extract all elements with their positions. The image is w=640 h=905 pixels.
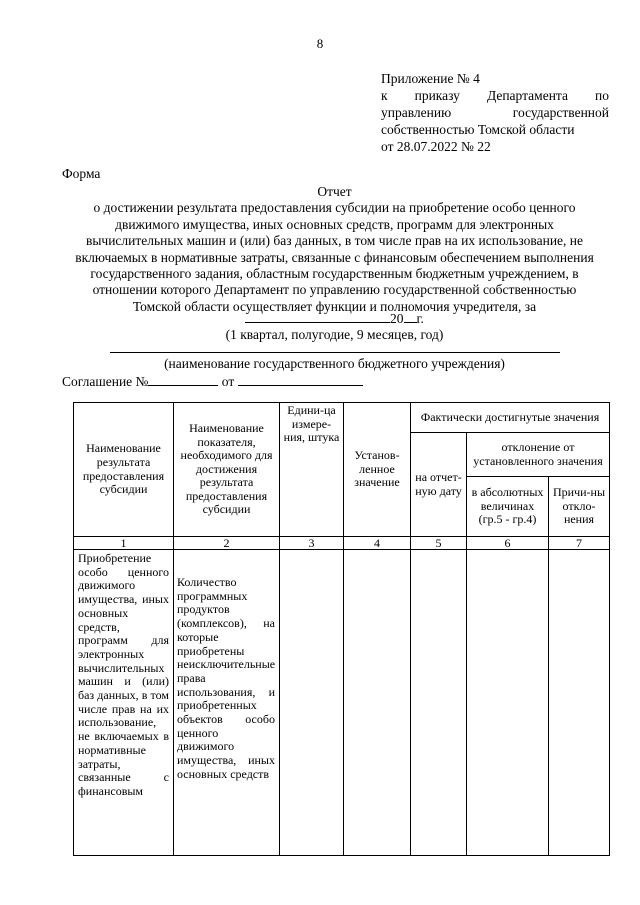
column-number: 5	[411, 537, 467, 550]
period-blank	[245, 310, 390, 323]
agreement-from: от	[221, 374, 235, 389]
table-cell-absolute-deviation	[467, 550, 549, 856]
period-hint: (1 квартал, полугодие, 9 месяцев, год)	[225, 327, 444, 343]
report-title-line: о достижении результата предоставления субсидии на приобретение особо ценного	[93, 200, 576, 216]
report-title-line: государственного задания, областным государственным бюджетным учреждением, в	[90, 266, 579, 282]
table-cell-set-value	[344, 550, 411, 856]
year-blank	[404, 310, 417, 323]
column-number: 7	[549, 537, 610, 550]
column-number: 3	[280, 537, 344, 550]
approval-line: от 28.07.2022 № 22	[381, 139, 491, 154]
agreement-line	[62, 373, 363, 390]
page-number: 8	[316, 36, 324, 51]
approval-line: управлению государственной	[381, 105, 609, 120]
column-number: 1	[74, 537, 174, 550]
approval-line: собственностью Томской области	[381, 122, 575, 137]
agreement-date-blank	[238, 373, 363, 386]
period-block	[62, 310, 607, 344]
institution-hint: (наименование государственного бюджетного учреждения)	[164, 356, 505, 371]
report-title-line: включаемых в нормативные затраты, связанные с финансовым обеспечением выполнения	[75, 249, 594, 265]
indicator-text: Количество программных продуктов (комплексов), на которые приобретены неисключительные права использования, и приобретенных объектов особо ценного движимого имущества, иных основных средств	[177, 575, 276, 781]
header-result-name: Наименование результата предоставления субсидии	[74, 403, 174, 537]
year-suffix: г.	[416, 311, 424, 326]
report-table	[73, 402, 610, 856]
header-actual-values: Фактически достигнутые значения	[411, 403, 610, 433]
table-cell-result	[74, 550, 174, 856]
institution-underline	[110, 352, 560, 353]
report-title-line: вычислительных машин и (или) баз данных, в том числе прав на их использование, не	[85, 233, 584, 249]
header-indicator-name: Наименование показателя, необходимого для достижения результата предоставления субсидии	[174, 403, 280, 537]
table-cell-indicator	[174, 550, 280, 856]
column-number: 6	[467, 537, 549, 550]
form-label: Форма	[62, 166, 101, 181]
result-text: Приобретение особо ценного движимого имущества, иных основных средств, программ для электронных вычислительных машин и (или) баз данных, в том числе прав на их использование, не включаемых в нормативные затраты, связанные с финансовым	[78, 551, 169, 798]
header-set-value: Установ-ленное значение	[344, 403, 411, 537]
report-title-line: движимого имущества, иных основных средств, программ для электронных	[115, 216, 554, 232]
table-cell-reporting-value	[411, 550, 467, 856]
approval-line: к приказу Департамента по	[381, 88, 609, 103]
header-absolute-deviation: в абсолютных величинах (гр.5 - гр.4)	[467, 477, 549, 537]
header-deviation: отклонение от установленного значения	[467, 433, 610, 477]
year-prefix: 20	[390, 311, 404, 326]
report-title-block	[62, 184, 607, 315]
approval-block	[381, 70, 609, 155]
table-cell-unit	[280, 550, 344, 856]
header-unit: Едини-ца измере-ния, штука	[280, 403, 344, 537]
report-title-line: Томской области осуществляет функции и полномочия учредителя, за	[132, 298, 537, 314]
header-deviation-reasons: Причи-ны откло-нения	[549, 477, 610, 537]
approval-line: Приложение № 4	[381, 71, 480, 86]
agreement-number-blank	[148, 373, 218, 386]
column-number: 2	[174, 537, 280, 550]
year-line	[62, 310, 607, 327]
header-reporting-date: на отчет-ную дату	[411, 433, 467, 537]
column-number: 4	[344, 537, 411, 550]
table-cell-reasons	[549, 550, 610, 856]
agreement-prefix: Соглашение №	[62, 374, 149, 389]
report-title: Отчет	[317, 184, 352, 199]
report-title-line: отношении которого Департамент по управлению государственной собственностью	[92, 282, 577, 298]
